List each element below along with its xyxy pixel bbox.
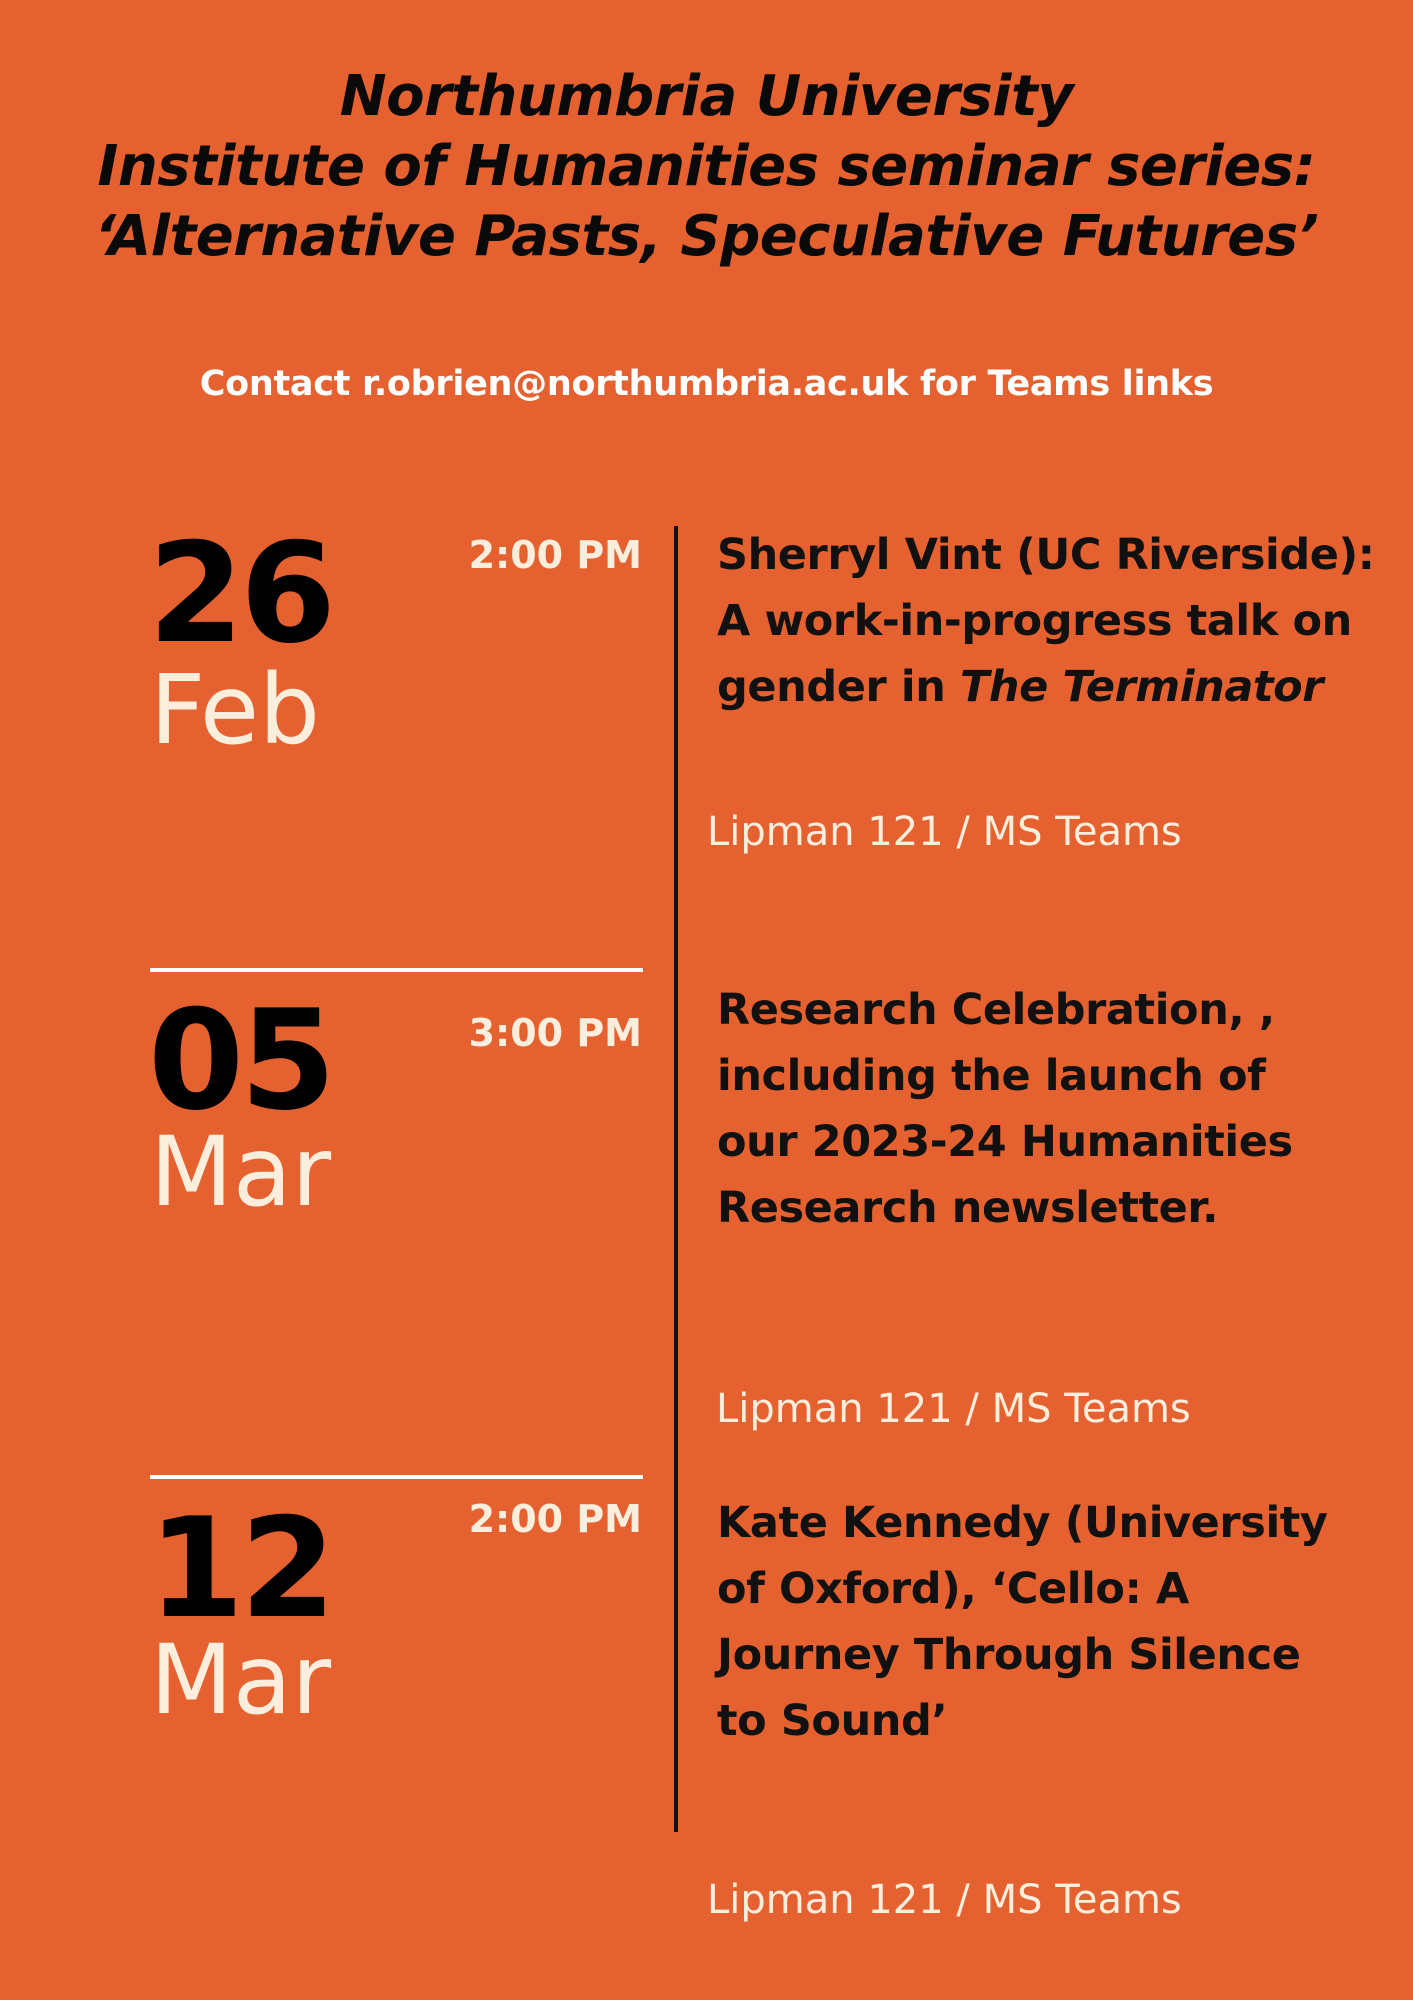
description-line: Research Celebration, , xyxy=(717,985,1275,1035)
film-title: The Terminator xyxy=(960,662,1324,712)
description-line: Research newsletter. xyxy=(717,1183,1219,1233)
page-title xyxy=(0,62,1413,272)
event-location: Lipman 121 / MS Teams xyxy=(707,1877,1182,1923)
description-line: our 2023-24 Humanities xyxy=(717,1117,1293,1167)
event-month: Mar xyxy=(150,1624,332,1736)
vertical-divider xyxy=(674,526,678,1832)
description-line: including the launch of xyxy=(717,1051,1266,1101)
event-location: Lipman 121 / MS Teams xyxy=(716,1386,1191,1432)
event-description xyxy=(717,1490,1407,1754)
event-day: 05 xyxy=(148,980,333,1141)
title-line: Institute of Humanities seminar series: xyxy=(97,134,1316,199)
description-line xyxy=(717,654,1407,720)
event-month: Feb xyxy=(150,654,320,766)
horizontal-divider xyxy=(150,1475,643,1479)
contact-text: Contact r.obrien@northumbria.ac.uk for Teams links xyxy=(199,364,1214,404)
horizontal-divider xyxy=(150,968,643,972)
description-text: gender in xyxy=(717,662,960,712)
event-description xyxy=(717,522,1407,720)
event-month: Mar xyxy=(150,1116,332,1228)
event-day: 12 xyxy=(148,1488,333,1649)
event-time: 2:00 PM xyxy=(468,1497,642,1541)
description-line: to Sound’ xyxy=(717,1696,948,1746)
event-time: 2:00 PM xyxy=(468,533,642,577)
title-line: Northumbria University xyxy=(339,64,1074,129)
event-time: 3:00 PM xyxy=(468,1011,642,1055)
description-line: Journey Through Silence xyxy=(717,1630,1301,1680)
event-description xyxy=(717,977,1407,1241)
description-line: Sherryl Vint (UC Riverside): xyxy=(717,530,1375,580)
event-day: 26 xyxy=(148,513,333,674)
description-line: A work-in-progress talk on xyxy=(717,596,1352,646)
title-line: ‘Alternative Pasts, Speculative Futures’ xyxy=(94,204,1319,269)
event-location: Lipman 121 / MS Teams xyxy=(707,809,1182,855)
description-line: Kate Kennedy (University xyxy=(717,1498,1328,1548)
description-line: of Oxford), ‘Cello: A xyxy=(717,1564,1189,1614)
